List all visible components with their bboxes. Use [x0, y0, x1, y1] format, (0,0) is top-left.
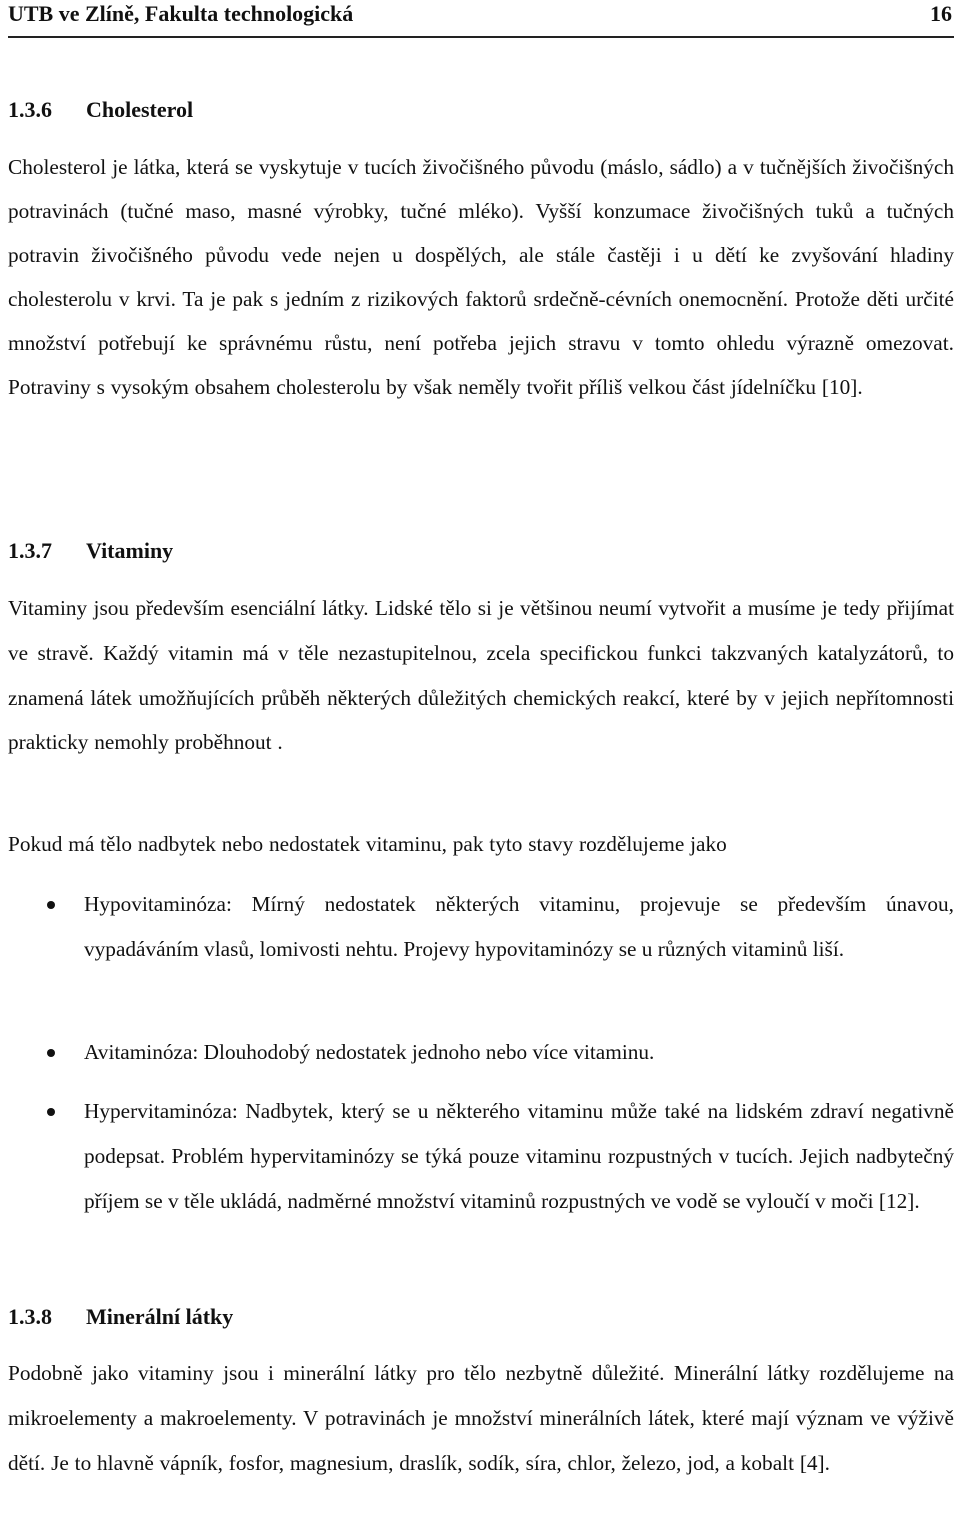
section-title: Minerální látky	[86, 1304, 234, 1329]
section-number: 1.3.7	[8, 538, 52, 563]
paragraph: Pokud má tělo nadbytek nebo nedostatek vitaminu, pak tyto stavy rozdělujeme jako	[8, 832, 727, 856]
header-title: UTB ve Zlíně, Fakulta technologická	[8, 1, 354, 26]
list-item-text: Hypovitaminóza: Mírný nedostatek některých vitaminu, projevuje se především únavou, vypadáváním vlasů, lomivosti nehtu. Projevy hypovitaminózy se u různých vitaminů liší.	[84, 892, 954, 961]
section-title: Vitaminy	[86, 538, 174, 563]
bullet-icon	[47, 901, 55, 909]
paragraph: Podobně jako vitaminy jsou i minerální látky pro tělo nezbytně důležité. Minerální látky rozdělujeme na mikroelementy a makroelementy. V potravinách je množství minerálních látek, které mají význam ve výživě dětí. Je to hlavně vápník, fosfor, magnesium, draslík, sodík, síra, chlor, železo, jod, a kobalt [4].	[8, 1361, 954, 1475]
section-heading-mineralni-latky	[8, 1304, 233, 1330]
list-item	[84, 882, 954, 972]
section-number: 1.3.8	[8, 1304, 52, 1329]
paragraph: Cholesterol je látka, která se vyskytuje v tucích živočišného původu (máslo, sádlo) a v tučnějších živočišných potravinách (tučné maso, masné výrobky, tučné mléko). Vyšší konzumace živočišných tuků a tučných potravin živočišného původu vede nejen u dospělých, ale stále častěji i u dětí ke zvyšování hladiny cholesterolu v krvi. Ta je pak s jedním z rizikových faktorů srdečně-cévních onemocnění. Protože děti určité množství potřebují ke správnému růstu, není potřeba jejich stravu v tomto ohledu výrazně omezovat. Potraviny s vysokým obsahem cholesterolu by však neměly tvořit příliš velkou část jídelníčku [10].	[8, 155, 954, 399]
bullet-icon	[47, 1108, 55, 1116]
section-number: 1.3.6	[8, 97, 52, 122]
section-heading-vitaminy	[8, 538, 173, 564]
list-item	[84, 1030, 954, 1075]
page-header	[8, 0, 954, 38]
page-number: 16	[930, 1, 952, 26]
list-item-text: Avitaminóza: Dlouhodobý nedostatek jednoho nebo více vitaminu.	[84, 1040, 655, 1064]
section-heading-cholesterol	[8, 97, 193, 123]
list-item-text: Hypervitaminóza: Nadbytek, který se u některého vitaminu může také na lidském zdraví negativně podepsat. Problém hypervitaminózy se týká pouze vitaminu rozpustných v tucích. Jejich nadbytečný příjem se v těle ukládá, nadměrné množství vitaminů rozpustných ve vodě se vyloučí v moči [12].	[84, 1099, 954, 1213]
list-item	[84, 1089, 954, 1223]
bullet-icon	[47, 1049, 55, 1057]
section-title: Cholesterol	[86, 97, 194, 122]
paragraph: Vitaminy jsou především esenciální látky. Lidské tělo si je většinou neumí vytvořit a musíme je tedy přijímat ve stravě. Každý vitamin má v těle nezastupitelnou, zcela specifickou funkci takzvaných katalyzátorů, to znamená látek umožňujících průběh některých důležitých chemických reakcí, které by v jejich nepřítomnosti prakticky nemohly proběhnout .	[8, 596, 954, 755]
